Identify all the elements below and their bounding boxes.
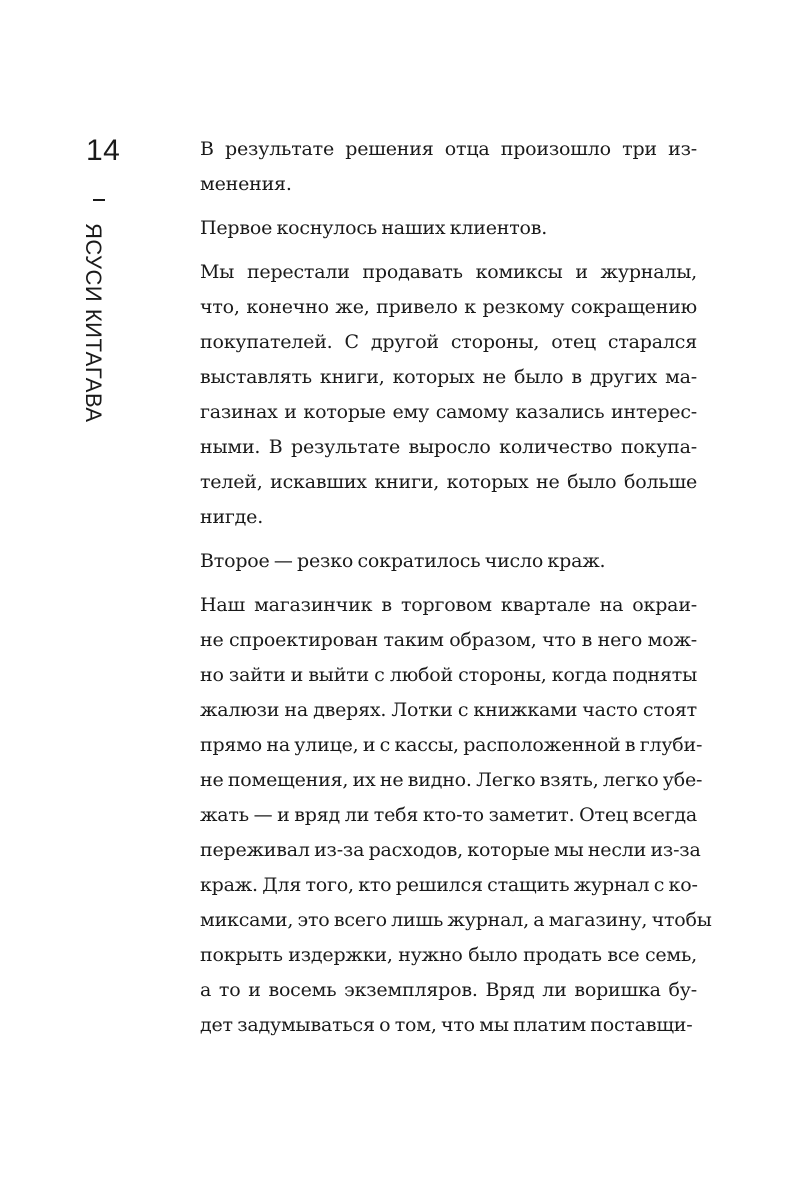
text-line: дет задумываться о том, что мы платим поставщи- bbox=[200, 1014, 693, 1036]
paragraph bbox=[166, 588, 712, 1043]
text-line: прямо на улице, и с кассы, расположенной в глуби- bbox=[200, 734, 703, 756]
paragraph bbox=[166, 255, 697, 535]
text-line: В результате решения отца произошло три из- bbox=[200, 138, 697, 160]
page-number-dash bbox=[93, 199, 105, 201]
text-line: Второе — резко сократилось число краж. bbox=[200, 550, 606, 572]
text-line: Наш магазинчик в торговом квартале на окраи- bbox=[200, 594, 697, 616]
text-line: жать — и вряд ли тебя кто-то заметит. Отец всегда bbox=[200, 804, 697, 826]
text-line: выставлять книги, которых не было в других ма- bbox=[200, 366, 697, 388]
paragraph bbox=[166, 211, 697, 246]
page-number: 14 bbox=[86, 134, 121, 167]
text-line: нигде. bbox=[200, 506, 264, 528]
text-line: телей, искавших книги, которых не было больше bbox=[200, 471, 697, 493]
text-line: краж. Для того, кто решился стащить журнал с ко- bbox=[200, 874, 698, 896]
text-line: что, конечно же, привело к резкому сокращению bbox=[200, 296, 697, 318]
text-line: миксами, это всего лишь журнал, а магазину, чтобы bbox=[200, 909, 712, 931]
text-line: но зайти и выйти с любой стороны, когда подняты bbox=[200, 664, 697, 686]
paragraph bbox=[166, 544, 697, 579]
text-line: ными. В результате выросло количество покупа- bbox=[200, 436, 697, 458]
text-line: переживал из-за расходов, которые мы несли из-за bbox=[200, 839, 701, 861]
text-line: покупателей. С другой стороны, отец старался bbox=[200, 331, 697, 353]
text-line: Первое коснулось наших клиентов. bbox=[200, 217, 548, 239]
text-line: Мы перестали продавать комиксы и журналы, bbox=[200, 261, 697, 283]
text-line: менения. bbox=[200, 173, 292, 195]
book-text-body bbox=[166, 132, 712, 1052]
text-line: не помещения, их не видно. Легко взять, легко убе- bbox=[200, 769, 703, 791]
text-line: не спроектирован таким образом, что в него мож- bbox=[200, 629, 697, 651]
text-line: газинах и которые ему самому казались интерес- bbox=[200, 401, 697, 423]
text-line: покрыть издержки, нужно было продать все семь, bbox=[200, 944, 697, 966]
paragraph bbox=[166, 132, 697, 202]
running-head-author: ЯСУСИ КИТАГАВА bbox=[81, 223, 106, 423]
text-line: жалюзи на дверях. Лотки с книжками часто стоят bbox=[200, 699, 697, 721]
text-line: а то и восемь экземпляров. Вряд ли воришка бу- bbox=[200, 979, 697, 1001]
